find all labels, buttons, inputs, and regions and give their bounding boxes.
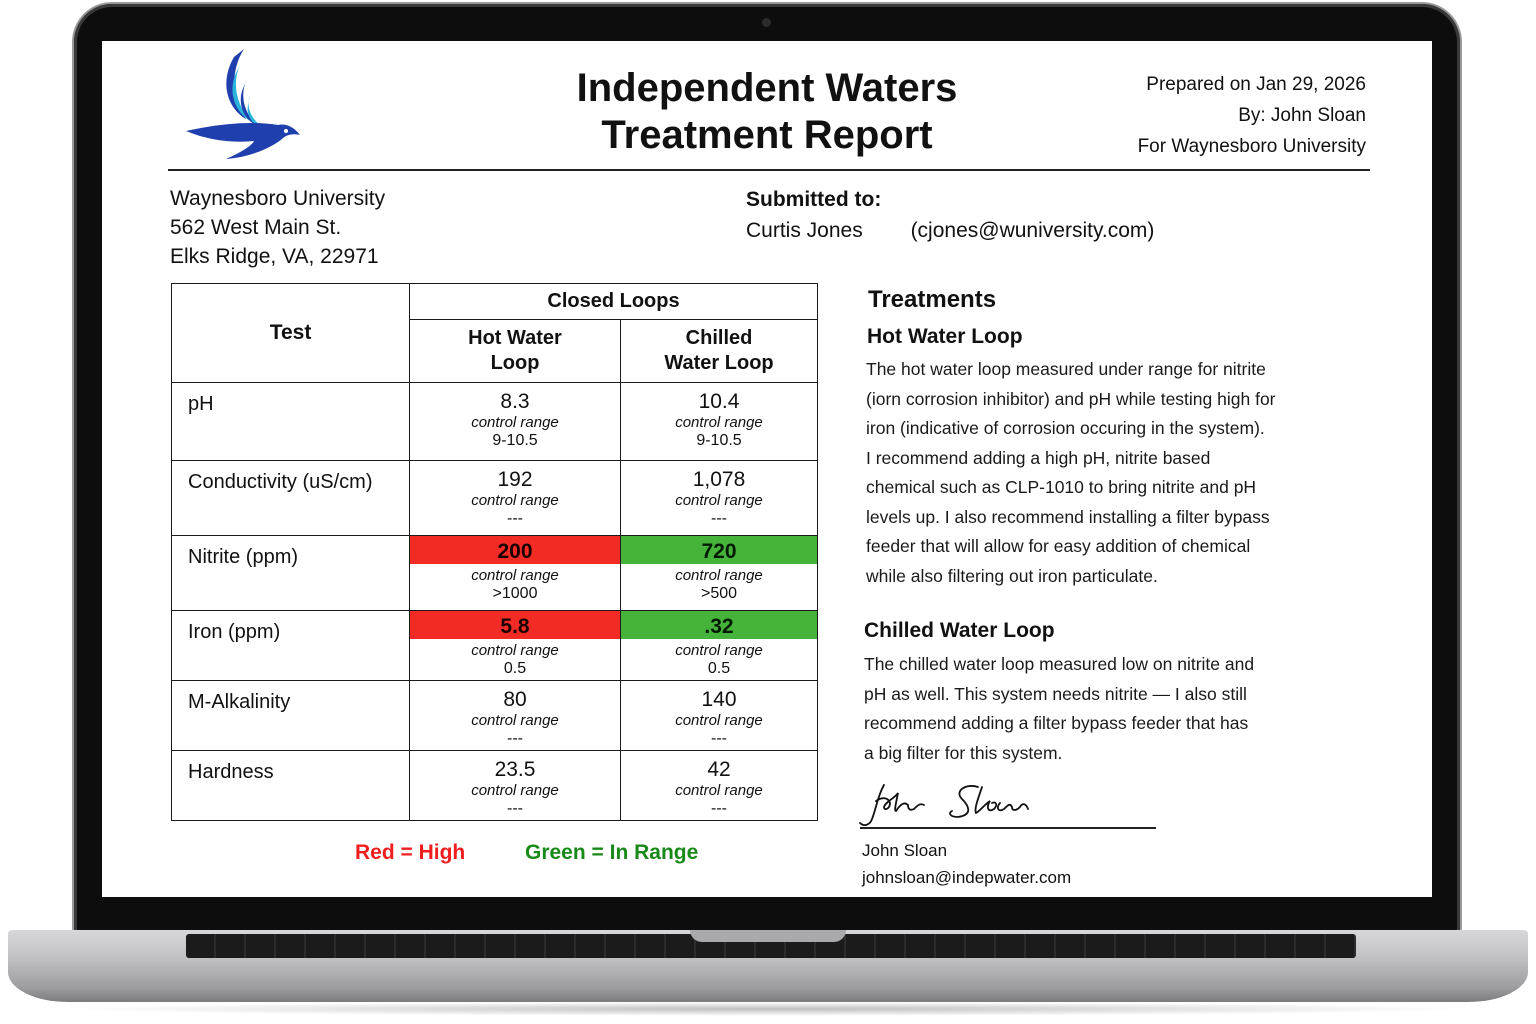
test-name: Hardness (172, 751, 410, 821)
lid-opening-notch (690, 930, 846, 942)
measured-value: 80 (503, 688, 527, 711)
recipient-email: (cjones@wuniversity.com) (910, 219, 1155, 242)
control-range-label: control range (675, 492, 763, 509)
control-range-label: control range (471, 567, 559, 584)
measured-value: 23.5 (494, 758, 536, 781)
measured-value: 8.3 (500, 390, 530, 413)
test-name: M-Alkalinity (172, 681, 410, 751)
test-header: Test (172, 284, 410, 383)
control-range-value: 9-10.5 (696, 432, 742, 449)
paragraph-line: chemical such as CLP-1010 to bring nitrite and pH (866, 477, 1257, 497)
control-range-label: control range (675, 414, 763, 431)
measured-value: 192 (497, 468, 533, 491)
test-name: Iron (ppm) (172, 611, 410, 681)
header-divider (168, 169, 1370, 171)
test-name: Conductivity (uS/cm) (172, 461, 410, 536)
table-row (172, 681, 818, 751)
hot-value-cell (410, 751, 621, 821)
signer-email: johnsloan@indepwater.com (862, 868, 1072, 887)
paragraph-line: feeder that will allow for easy addition of chemical (866, 536, 1251, 556)
hot-loop-heading: Hot Water Loop (867, 325, 1023, 348)
treatments-heading: Treatments (868, 286, 997, 313)
control-range-value: 0.5 (503, 660, 527, 677)
table-row (172, 536, 818, 611)
control-range-label: control range (675, 782, 763, 799)
control-range-value: >1000 (492, 585, 538, 602)
signature-line (860, 827, 1156, 829)
address-line-3: Elks Ridge, VA, 22971 (170, 245, 379, 268)
chilled-loop-heading: Chilled Water Loop (864, 619, 1055, 642)
paragraph-line: recommend adding a filter bypass feeder that has (864, 713, 1249, 733)
prepared-info (1138, 69, 1366, 162)
measured-value-in-range: 720 (621, 536, 817, 564)
paragraph-line: The chilled water loop measured low on nitrite and (864, 654, 1255, 674)
paragraph-line: iron (indicative of corrosion occuring in the system). (866, 418, 1265, 438)
header-line: Chilled (685, 327, 753, 349)
test-name: pH (172, 383, 410, 461)
prepared-date: Prepared on Jan 29, 2026 (1146, 74, 1366, 95)
chilled-loop-paragraph (864, 650, 1254, 768)
table-row (172, 383, 818, 461)
measured-value: 10.4 (698, 390, 740, 413)
control-range-label: control range (471, 782, 559, 799)
measured-value-high: 200 (410, 536, 620, 564)
control-range-label: control range (675, 642, 763, 659)
paragraph-line: pH as well. This system needs nitrite — I also still (864, 683, 1247, 704)
webcam-icon (762, 18, 771, 27)
hot-loop-paragraph (866, 355, 1276, 591)
title-line-1: Independent Waters (576, 66, 958, 110)
signer-name: John Sloan (862, 841, 948, 860)
title-line-2: Treatment Report (601, 113, 933, 157)
legend-in-range: Green = In Range (525, 841, 699, 864)
control-range-value: --- (711, 800, 727, 817)
paragraph-line: while also filtering out iron particulate. (866, 565, 1158, 586)
paragraph-line: levels up. I also recommend installing a filter bypass (866, 506, 1270, 527)
chilled-water-loop-header (621, 320, 818, 383)
hot-value-cell (410, 383, 621, 461)
control-range-value: 9-10.5 (492, 432, 538, 449)
measured-value: 140 (701, 688, 737, 711)
control-range-label: control range (471, 642, 559, 659)
chilled-value-cell (621, 751, 818, 821)
measured-value: 42 (707, 758, 731, 781)
measured-value-in-range: .32 (621, 611, 817, 639)
hot-value-cell (410, 681, 621, 751)
submitted-to (746, 184, 1154, 246)
control-range-value: >500 (700, 585, 738, 602)
laptop-screen (102, 41, 1432, 897)
measured-value: 1,078 (692, 468, 746, 491)
paragraph-line: I recommend adding a high pH, nitrite based (866, 447, 1211, 468)
prepared-by: By: John Sloan (1238, 105, 1366, 126)
test-name: Nitrite (ppm) (172, 536, 410, 611)
paragraph-line: (iorn corrosion inhibitor) and pH while testing high for (866, 388, 1276, 409)
address-line-2: 562 West Main St. (170, 216, 342, 239)
handwritten-signature (858, 779, 1058, 831)
header-line: Loop (490, 352, 540, 374)
control-range-value: --- (507, 730, 523, 747)
control-range-value: --- (507, 800, 523, 817)
address-line-1: Waynesboro University (170, 187, 386, 210)
table-row (172, 461, 818, 536)
chilled-value-cell (621, 461, 818, 536)
control-range-label: control range (471, 712, 559, 729)
paragraph-line: a big filter for this system. (864, 742, 1063, 763)
control-range-value: --- (711, 730, 727, 747)
hot-value-cell (410, 611, 621, 681)
paragraph-line: The hot water loop measured under range for nitrite (866, 359, 1266, 379)
hot-value-cell (410, 461, 621, 536)
table-row (172, 751, 818, 821)
submitted-heading: Submitted to: (746, 188, 882, 211)
control-range-label: control range (471, 492, 559, 509)
measured-value-high: 5.8 (410, 611, 620, 639)
laptop-shadow (60, 1002, 1476, 1016)
header-line: Water Loop (664, 352, 774, 374)
chilled-value-cell (621, 383, 818, 461)
closed-loops-header: Closed Loops (410, 284, 818, 320)
table-row (172, 611, 818, 681)
control-range-label: control range (471, 414, 559, 431)
legend-high: Red = High (355, 841, 466, 864)
eagle-logo-icon (182, 47, 306, 163)
chilled-value-cell (621, 536, 818, 611)
hot-water-loop-header (410, 320, 621, 383)
recipient-name: Curtis Jones (746, 219, 863, 242)
results-table (171, 283, 818, 821)
control-range-label: control range (675, 712, 763, 729)
chilled-value-cell (621, 681, 818, 751)
header-line: Hot Water (468, 327, 562, 349)
prepared-for: For Waynesboro University (1137, 136, 1366, 157)
signer-info (862, 837, 1071, 891)
control-range-value: --- (711, 510, 727, 527)
chilled-value-cell (621, 611, 818, 681)
report-title (532, 65, 1002, 159)
control-range-value: --- (507, 510, 523, 527)
hot-value-cell (410, 536, 621, 611)
control-range-value: 0.5 (707, 660, 731, 677)
control-range-label: control range (675, 567, 763, 584)
client-address (170, 184, 385, 271)
